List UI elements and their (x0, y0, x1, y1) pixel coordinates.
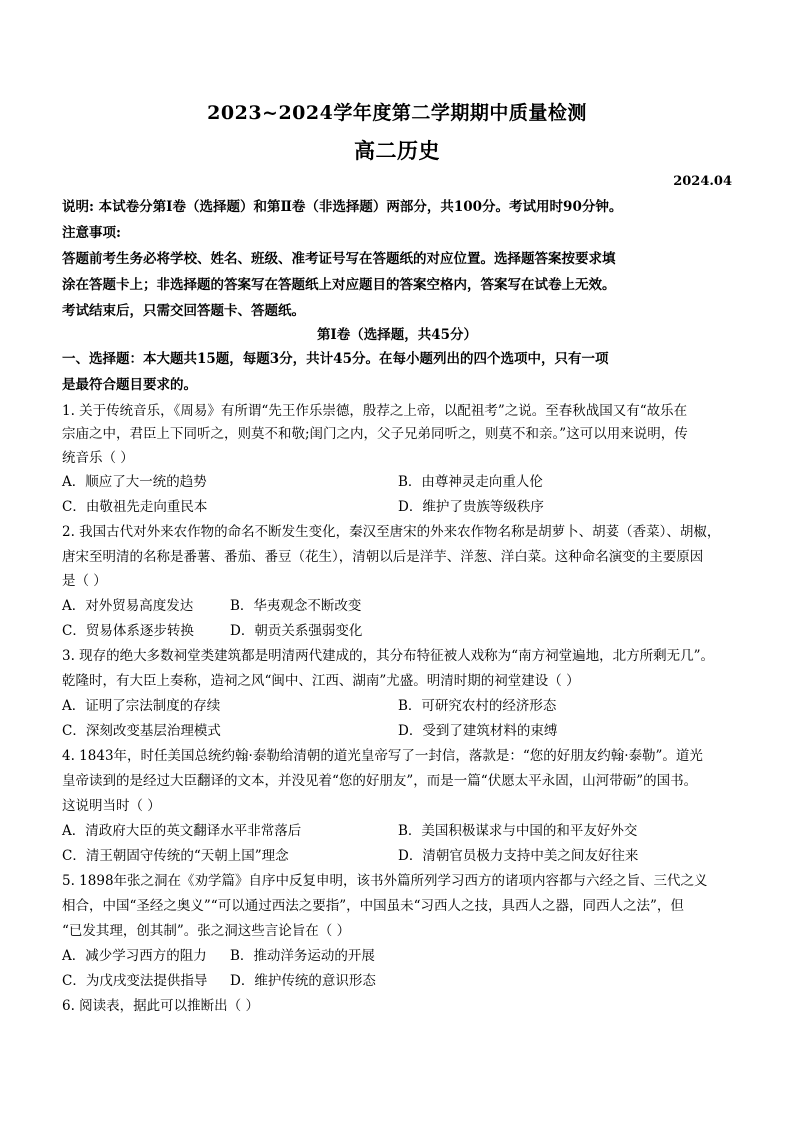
q2-option-d[interactable]: D．朝贡关系强弱变化 (230, 623, 363, 639)
question-4-line-1: 4. 1843年，时任美国总统约翰·泰勒给清朝的道光皇帝写了一封信，落款是：“您的好朋友约翰·泰勒”。道光 (62, 748, 703, 764)
q5-option-d[interactable]: D．维护传统的意识形态 (230, 973, 376, 989)
question-5-line-1: 5. 1898年张之洞在《劝学篇》自序中反复申明，该书外篇所列学习西方的诸项内容都与六经之旨、三代之义 (62, 873, 708, 889)
q1-option-c[interactable]: C．由敬祖先走向重民本 (62, 499, 208, 515)
question-4-line-3: 这说明当时（ ） (62, 798, 161, 814)
question-5-line-2: 相合，中国“圣经之奥义”“可以通过西法之要指”，中国虽未“习西人之技，具西人之器，同西人之法”，但 (62, 898, 684, 914)
q4-option-b[interactable]: B．美国积极谋求与中国的和平友好外交 (398, 823, 638, 839)
q1-option-d[interactable]: D．维护了贵族等级秩序 (398, 499, 544, 515)
q3-option-c[interactable]: C．深刻改变基层治理模式 (62, 723, 221, 739)
question-4-line-2: 皇帝读到的是经过大臣翻译的文本，并没见着“您的好朋友”，而是一篇“伏愿太平永固，山河带砺”的国书。 (62, 773, 698, 789)
q3-option-b[interactable]: B．可研究农村的经济形态 (398, 698, 557, 714)
exam-note: 说明: 本试卷分第Ⅰ卷（选择题）和第Ⅱ卷（非选择题）两部分，共100分。考试用时90分钟。 (62, 199, 623, 215)
exam-subject: 高二历史 (354, 138, 440, 163)
notice-heading: 注意事项: (62, 225, 121, 241)
q2-option-c[interactable]: C．贸易体系逐步转换 (62, 623, 194, 639)
question-2-line-1: 2. 我国古代对外来农作物的命名不断发生变化，秦汉至唐宋的外来农作物名称是胡萝卜、胡荽（香菜）、胡椒， (62, 524, 721, 540)
q2-option-b[interactable]: B．华夷观念不断改变 (230, 598, 362, 614)
question-1-line-2: 宗庙之中，君臣上下同听之，则莫不和敬;闺门之内，父子兄弟同听之，则莫不和亲。”这可以用来说明，传 (62, 426, 688, 442)
q4-option-a[interactable]: A．清政府大臣的英文翻译水平非常落后 (62, 823, 302, 839)
question-3-line-2: 乾隆时，有大臣上奏称，造祠之风“闽中、江西、湖南”尤盛。明清时期的祠堂建设（ ） (62, 673, 580, 689)
q5-option-c[interactable]: C．为戊戌变法提供指导 (62, 973, 208, 989)
notice-line-2: 涂在答题卡上；非选择题的答案写在答题纸上对应题目的答案空格内，答案写在试卷上无效。 (62, 277, 616, 293)
question-2-line-3: 是（ ） (62, 573, 107, 589)
q4-option-d[interactable]: D．清朝官员极力支持中美之间友好往来 (398, 848, 639, 864)
q5-option-a[interactable]: A．减少学习西方的阻力 (62, 948, 207, 964)
exam-title: 2023~2024学年度第二学期期中质量检测 (207, 102, 587, 124)
question-2-line-2: 唐宋至明清的名称是番薯、番茄、番豆（花生），清朝以后是洋芋、洋葱、洋白菜。这种命名演变的主要原因 (62, 549, 704, 565)
notice-line-1: 答题前考生务必将学校、姓名、班级、准考证号写在答题纸的对应位置。选择题答案按要求填 (62, 251, 616, 267)
section-desc-1: 一、选择题：本大题共15题，每题3分，共计45分。在每小题列出的四个选项中，只有一项 (62, 351, 609, 367)
section-desc-2: 是最符合题目要求的。 (62, 377, 197, 393)
question-1-line-3: 统音乐（ ） (62, 450, 134, 466)
question-1-line-1: 1. 关于传统音乐，《周易》有所谓“先王作乐崇德，殷荐之上帝，以配祖考”之说。至春秋战国又有“故乐在 (62, 403, 688, 419)
q3-option-d[interactable]: D．受到了建筑材料的束缚 (398, 723, 558, 739)
q5-option-b[interactable]: B．推动洋务运动的开展 (230, 948, 375, 964)
section-title: 第Ⅰ卷（选择题，共45分） (316, 327, 478, 343)
q4-option-c[interactable]: C．清王朝固守传统的“天朝上国”理念 (62, 848, 289, 864)
question-5-line-3: “已发其理，创其制”。张之洞这些言论旨在（ ） (62, 923, 351, 939)
q3-option-a[interactable]: A．证明了宗法制度的存续 (62, 698, 221, 714)
notice-line-3: 考试结束后，只需交回答题卡、答题纸。 (62, 303, 305, 319)
q1-option-b[interactable]: B．由尊神灵走向重人伦 (398, 474, 543, 490)
q2-option-a[interactable]: A．对外贸易高度发达 (62, 598, 194, 614)
q1-option-a[interactable]: A．顺应了大一统的趋势 (62, 474, 207, 490)
question-6-line-1: 6. 阅读表，据此可以推断出（ ） (62, 998, 259, 1014)
question-3-line-1: 3. 现存的绝大多数祠堂类建筑都是明清两代建成的，其分布特征被人戏称为“南方祠堂遍地，北方所剩无几”。 (62, 648, 714, 664)
exam-date: 2024.04 (673, 174, 732, 189)
